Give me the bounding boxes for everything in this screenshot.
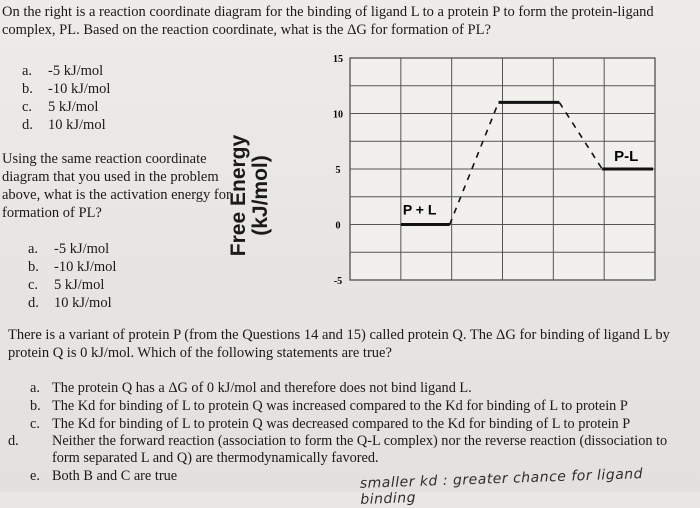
- y-axis-title-line2: (kJ/mol): [249, 155, 272, 236]
- q3-option-c[interactable]: [30, 416, 690, 433]
- option-letter: a.: [28, 241, 39, 257]
- option-letter: d.: [28, 295, 39, 311]
- q1-option-c[interactable]: [22, 98, 98, 116]
- option-text: 5 kJ/mol: [48, 99, 99, 115]
- q3-option-e[interactable]: [30, 468, 330, 485]
- q3-option-b[interactable]: [30, 398, 690, 415]
- option-letter: e.: [30, 468, 40, 484]
- option-letter: c.: [28, 277, 39, 293]
- handwritten-note: smaller kd : greater chance for ligand binding: [359, 466, 644, 508]
- y-tick-label: -5: [333, 276, 343, 287]
- y-tick-label: 0: [335, 220, 341, 232]
- q1-option-d[interactable]: [22, 116, 106, 134]
- option-text: Both B and C are true: [52, 468, 178, 484]
- option-letter: b.: [22, 81, 33, 97]
- option-text: -5 kJ/mol: [48, 63, 104, 79]
- q2-option-d[interactable]: [28, 294, 112, 312]
- option-text: 10 kJ/mol: [54, 295, 112, 311]
- q1-option-b[interactable]: [22, 80, 110, 98]
- q2-option-b[interactable]: [28, 258, 116, 276]
- option-text: -5 kJ/mol: [54, 241, 110, 257]
- y-tick-label: 10: [333, 109, 343, 121]
- option-text: -10 kJ/mol: [54, 259, 117, 275]
- option-letter: c.: [30, 416, 40, 432]
- q3-option-a[interactable]: [30, 380, 680, 397]
- option-letter: c.: [22, 99, 33, 115]
- question1-line2: complex, PL. Based on the reaction coordinate, what is the ΔG for formation of PL?: [2, 22, 491, 38]
- y-tick-label: 5: [335, 165, 341, 176]
- question1-line1: On the right is a reaction coordinate diagram for the binding of ligand L to a protein P to form the protein-ligand: [2, 4, 654, 20]
- option-text: 10 kJ/mol: [48, 117, 106, 133]
- option-text: The Kd for binding of L to protein Q was decreased compared to the Kd for binding of L to protein P: [52, 416, 631, 432]
- option-letter: d.: [22, 117, 33, 133]
- q2-option-a[interactable]: [28, 240, 109, 258]
- option-letter: a.: [30, 380, 40, 396]
- y-axis-title-line1: Free Energy: [227, 134, 250, 257]
- option-letter: b.: [28, 259, 39, 275]
- option-letter: b.: [30, 398, 41, 414]
- question3-text: There is a variant of protein P (from the Questions 14 and 15) called protein Q. The ΔG for binding of ligand L by protein Q is 0 kJ/mol. Which of the following statements are true?: [8, 327, 670, 361]
- q2-option-c[interactable]: [28, 276, 104, 294]
- label-product: P-L: [614, 148, 639, 165]
- option-letter: a.: [22, 63, 33, 79]
- label-reactant: P + L: [402, 201, 437, 218]
- question2-text: Using the same reaction coordinate diagram that you used in the problem above, what is the activation energy for formation of PL?: [2, 151, 231, 221]
- q1-option-a[interactable]: [22, 62, 103, 80]
- y-axis-title: [227, 108, 272, 283]
- option-text: -10 kJ/mol: [48, 81, 111, 97]
- q3-option-d[interactable]: [8, 433, 692, 467]
- y-tick-label: 15: [333, 54, 343, 65]
- option-text: The protein Q has a ΔG of 0 kJ/mol and therefore does not bind ligand L.: [52, 380, 472, 396]
- option-text: Neither the forward reaction (association to form the Q-L complex) nor the reverse reaction (dissociation to form separated L and Q) are thermodynamically favored.: [52, 433, 668, 466]
- option-text: 5 kJ/mol: [54, 277, 105, 293]
- option-text: The Kd for binding of L to protein Q was increased compared to the Kd for binding of L to protein P: [52, 398, 628, 414]
- reaction-coordinate-diagram: [270, 48, 670, 310]
- option-letter: d.: [8, 433, 19, 449]
